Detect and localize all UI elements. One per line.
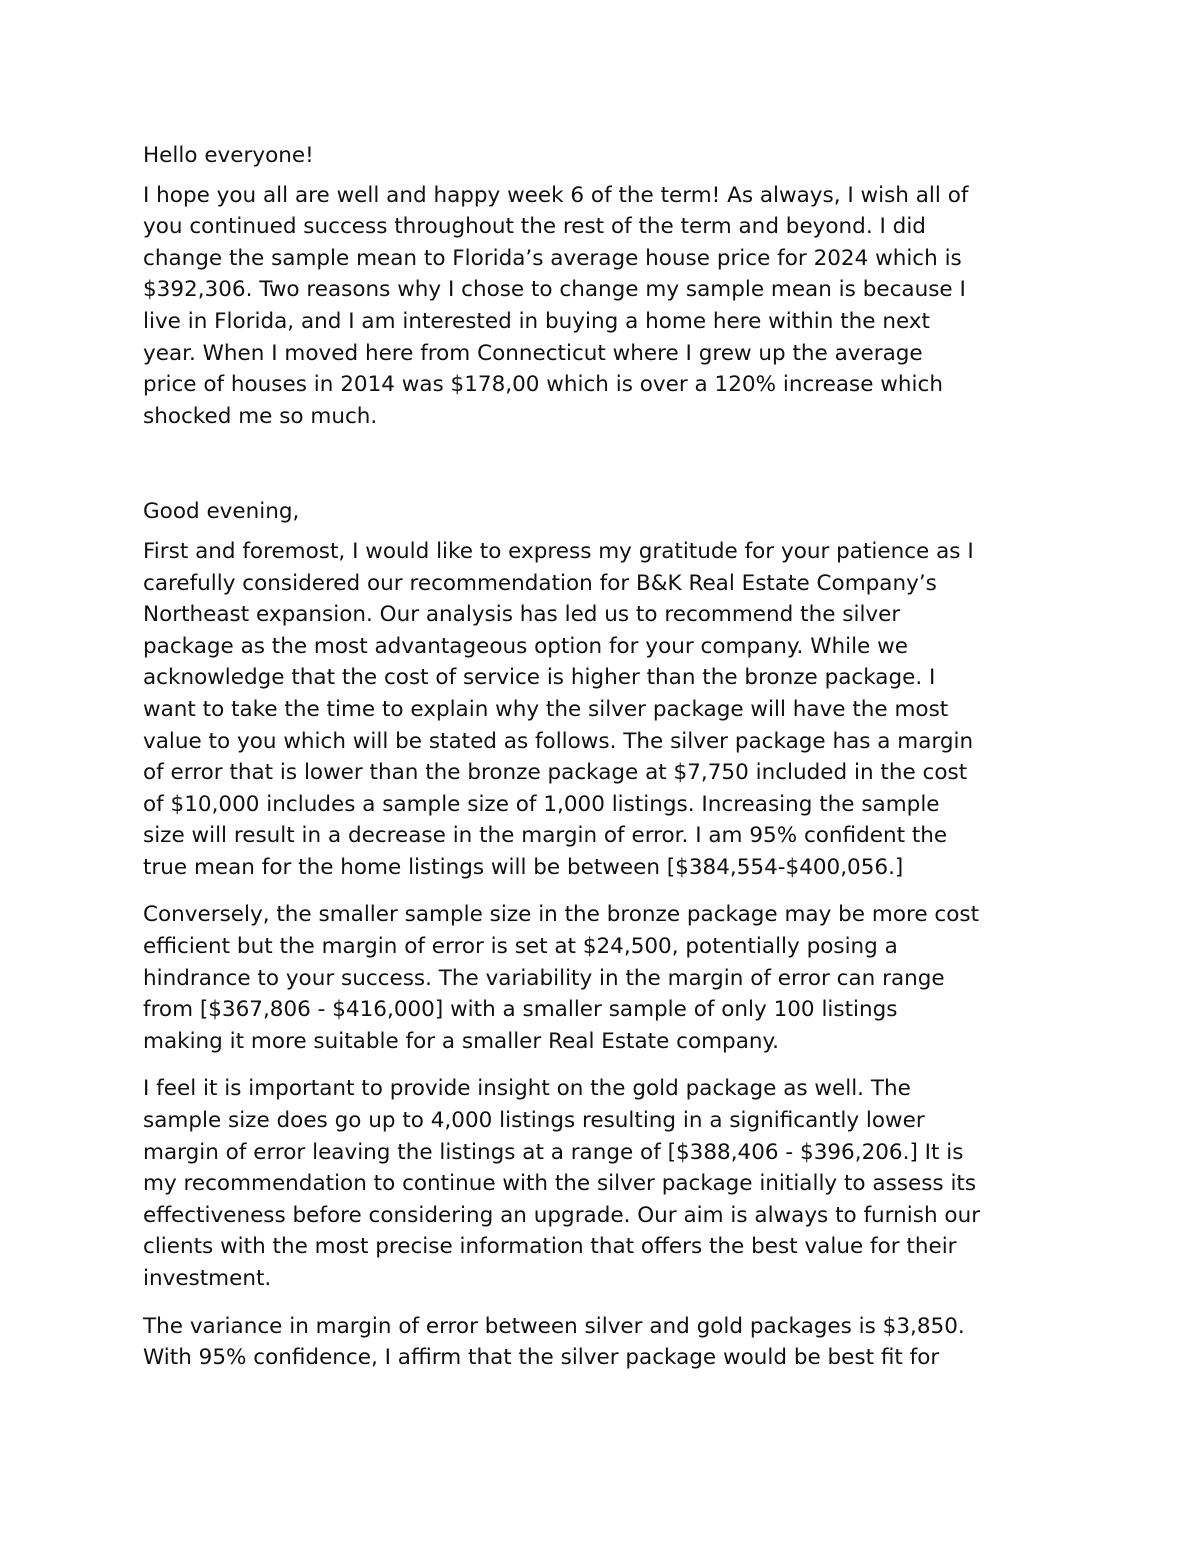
- section-gap: [143, 448, 1073, 496]
- paragraph-week-6: I hope you all are well and happy week 6 of the term! As always, I wish all of you continued success throughout the rest of the term and beyond. I did change the sample mean to Florida’s average house price for 2024 which is $392,306. Two reasons why I chose to change my sample mean is because I live in Florida, and I am interested in buying a home here within the next year. When I moved here from Connecticut where I grew up the average price of houses in 2014 was $178,00 which is over a 120% increase which shocked me so much.: [143, 182, 969, 429]
- greeting-one: Hello everyone!: [143, 143, 314, 168]
- document-body: [143, 140, 1073, 1390]
- paragraph-variance: The variance in margin of error between silver and gold packages is $3,850. With 95% confidence, I affirm that the silver package would be best fit for: [143, 1313, 965, 1371]
- paragraph-recommendation: First and foremost, I would like to express my gratitude for your patience as I carefully considered our recommendation for B&K Real Estate Company’s Northeast expansion. Our analysis has led us to recommend the silver package as the most advantageous option for your company. While we acknowledge that the cost of service is higher than the bronze package. I want to take the time to explain why the silver package will have the most value to you which will be stated as follows. The silver package has a margin of error that is lower than the bronze package at $7,750 included in the cost of $10,000 includes a sample size of 1,000 listings. Increasing the sample size will result in a decrease in the margin of error. I am 95% confident the true mean for the home listings will be between [$384,554-$400,056.]: [143, 538, 974, 880]
- greeting-two: Good evening,: [143, 499, 300, 525]
- paragraph-bronze-package: Conversely, the smaller sample size in the bronze package may be more cost efficient but the margin of error is set at $24,500, potentially posing a hindrance to your success. The variability in the margin of error can range from [$367,806 - $416,000] with a smaller sample of only 100 listings making it more suitable for a smaller Real Estate company.: [143, 902, 980, 1054]
- paragraph-gold-package: I feel it is important to provide insight on the gold package as well. The sample size does go up to 4,000 listings resulting in a significantly lower margin of error leaving the listings at a range of [$388,406 - $396,206.] It is my recommendation to continue with the silver package initially to assess its effectiveness before considering an upgrade. Our aim is always to furnish our clients with the most precise information that offers the best value for their investment.: [143, 1076, 981, 1291]
